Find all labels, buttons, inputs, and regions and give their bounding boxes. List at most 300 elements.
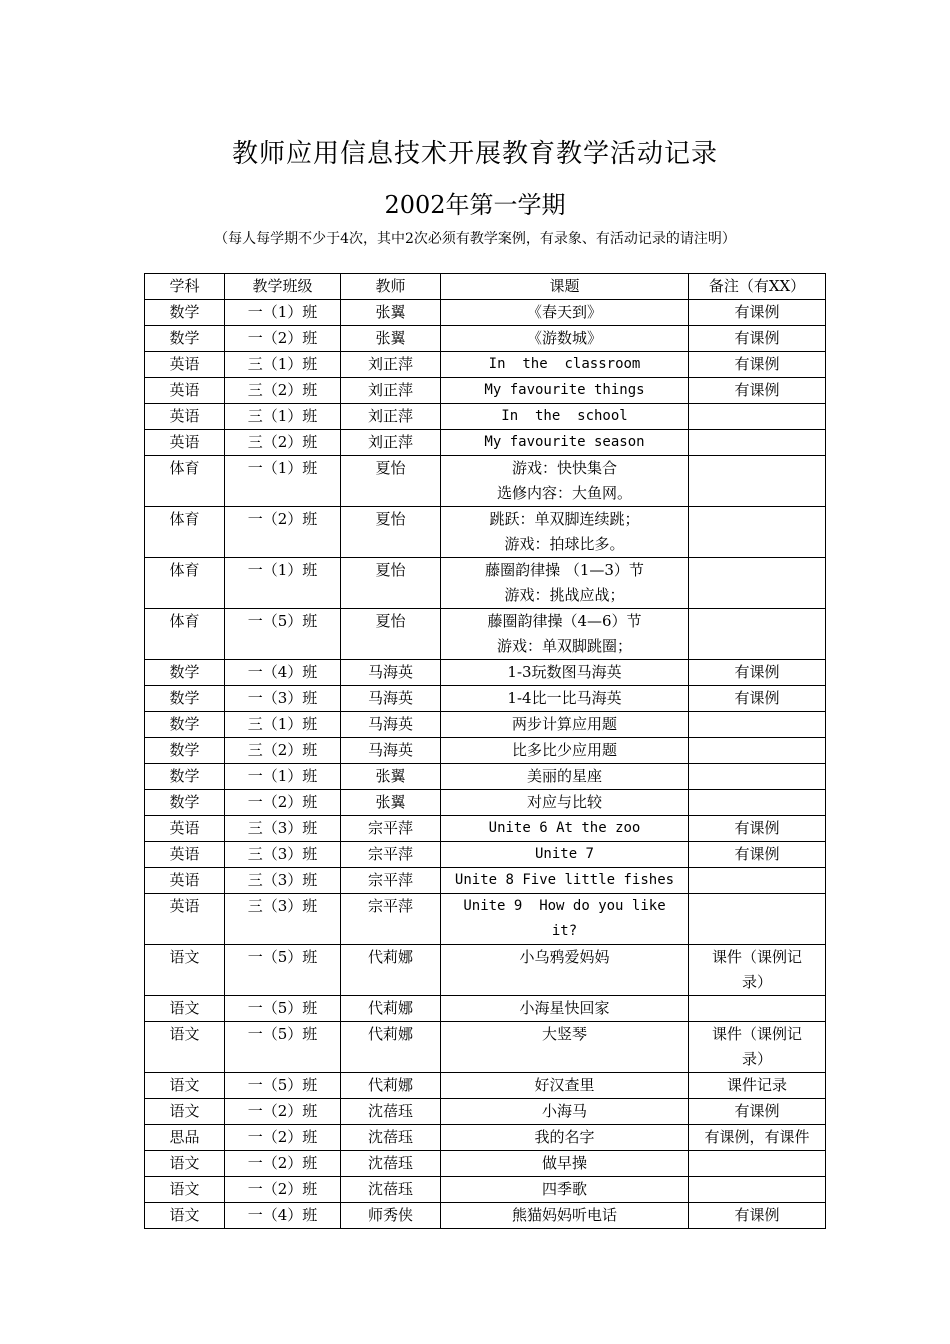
cell-class [225, 686, 341, 712]
cell-subject-text: 数学 [169, 767, 200, 785]
cell-class [225, 507, 341, 558]
cell-note-text: 课件记录 [726, 1076, 787, 1094]
cell-subject-text: 英语 [169, 381, 200, 399]
cell-note-text: 有课例 [734, 1102, 780, 1120]
cell-class [225, 1073, 341, 1099]
cell-teacher [341, 1099, 441, 1125]
cell-subject-text: 数学 [169, 715, 200, 733]
cell-topic [441, 1099, 689, 1125]
cell-subject [145, 945, 225, 996]
cell-teacher [341, 404, 441, 430]
cell-topic-text: 两步计算应用题 [511, 715, 617, 733]
cell-class-text: 三（2）班 [247, 433, 318, 451]
cell-subject-text: 数学 [169, 793, 200, 811]
cell-class [225, 1022, 341, 1073]
cell-topic-text: 小海星快回家 [519, 999, 610, 1017]
cell-class-text: 一（1）班 [247, 561, 318, 579]
cell-subject-text: 语文 [169, 1180, 200, 1198]
cell-subject [145, 558, 225, 609]
cell-subject-text: 英语 [169, 819, 200, 837]
cell-note [689, 894, 826, 945]
cell-note [689, 1125, 826, 1151]
cell-teacher [341, 790, 441, 816]
cell-teacher-text: 刘正萍 [367, 355, 413, 373]
cell-teacher-text: 师秀侠 [367, 1206, 413, 1224]
cell-teacher-text: 沈蓓珏 [367, 1180, 413, 1198]
cell-note [689, 764, 826, 790]
cell-class-text: 一（2）班 [247, 1180, 318, 1198]
cell-topic-text: 比多比少应用题 [511, 741, 617, 759]
cell-topic [441, 996, 689, 1022]
cell-class [225, 894, 341, 945]
cell-subject [145, 609, 225, 660]
cell-subject-text: 体育 [169, 510, 200, 528]
table-row [145, 686, 826, 712]
cell-class [225, 300, 341, 326]
cell-note-text: 有课例 [734, 329, 780, 347]
cell-subject [145, 868, 225, 894]
cell-topic-text: 选修内容：大鱼网。 [496, 484, 632, 502]
document-title: 教师应用信息技术开展教育教学活动记录 [231, 139, 718, 169]
cell-teacher [341, 1177, 441, 1203]
cell-note-text: 有课例 [734, 381, 780, 399]
cell-topic-text: 1-3玩数图马海英 [507, 663, 622, 681]
cell-note-text: 有课例，有课件 [704, 1128, 810, 1146]
cell-class [225, 790, 341, 816]
cell-topic-text: 好汉查里 [534, 1076, 595, 1094]
cell-teacher [341, 1203, 441, 1229]
cell-class [225, 430, 341, 456]
cell-note-text: 有课例 [734, 819, 780, 837]
cell-subject [145, 300, 225, 326]
cell-teacher-text: 沈蓓珏 [367, 1102, 413, 1120]
cell-note [689, 945, 826, 996]
table-row [145, 326, 826, 352]
cell-teacher-text: 宗平萍 [367, 819, 413, 837]
header-note: 备注（有XX） [689, 274, 826, 300]
cell-note [689, 1203, 826, 1229]
cell-topic-text: 藤圈韵律操（4—6）节 [487, 612, 642, 630]
cell-teacher-text: 宗平萍 [367, 845, 413, 863]
cell-subject [145, 1203, 225, 1229]
cell-topic-text: 大竖琴 [541, 1025, 587, 1043]
table-header-row [145, 274, 826, 300]
table-row [145, 1099, 826, 1125]
cell-teacher-text: 沈蓓珏 [367, 1128, 413, 1146]
cell-note-text: 有课例 [734, 689, 780, 707]
cell-topic [441, 1151, 689, 1177]
table-row [145, 609, 826, 660]
cell-class-text: 一（1）班 [247, 303, 318, 321]
table-row [145, 945, 826, 996]
table-row [145, 660, 826, 686]
cell-subject-text: 英语 [169, 355, 200, 373]
cell-note [689, 686, 826, 712]
cell-subject [145, 456, 225, 507]
cell-class [225, 868, 341, 894]
cell-topic-text: Unite 8 Five little fishes [454, 872, 675, 888]
cell-teacher-text: 刘正萍 [367, 381, 413, 399]
cell-subject-text: 数学 [169, 303, 200, 321]
cell-subject-text: 思品 [169, 1128, 200, 1146]
table-row [145, 300, 826, 326]
cell-topic-text: 1-4比一比马海英 [507, 689, 622, 707]
cell-teacher [341, 300, 441, 326]
cell-note [689, 790, 826, 816]
cell-topic-text: 做早操 [541, 1154, 587, 1172]
cell-topic-text: My favourite season [484, 434, 645, 450]
cell-note [689, 842, 826, 868]
cell-class [225, 764, 341, 790]
cell-topic-text: 美丽的星座 [526, 767, 602, 785]
cell-teacher [341, 352, 441, 378]
cell-subject [145, 404, 225, 430]
cell-note [689, 430, 826, 456]
table-row [145, 1022, 826, 1073]
cell-topic-text: Unite 9 How do you like [463, 898, 666, 914]
cell-class-text: 三（1）班 [247, 407, 318, 425]
cell-subject [145, 1022, 225, 1073]
cell-class [225, 712, 341, 738]
cell-class-text: 一（5）班 [247, 1076, 318, 1094]
cell-teacher [341, 1125, 441, 1151]
table-row [145, 1203, 826, 1229]
cell-topic [441, 816, 689, 842]
cell-topic [441, 326, 689, 352]
cell-topic [441, 1125, 689, 1151]
cell-topic-text: 跳跃：单双脚连续跳； [489, 510, 640, 528]
cell-topic [441, 764, 689, 790]
cell-note-text: 有课例 [734, 1206, 780, 1224]
cell-teacher-text: 张翼 [375, 767, 406, 785]
cell-subject [145, 1151, 225, 1177]
cell-teacher-text: 夏怡 [375, 459, 406, 477]
cell-class-text: 三（2）班 [247, 381, 318, 399]
cell-topic [441, 738, 689, 764]
cell-class-text: 一（3）班 [247, 689, 318, 707]
cell-subject [145, 790, 225, 816]
cell-class [225, 842, 341, 868]
cell-subject [145, 430, 225, 456]
cell-topic [441, 1073, 689, 1099]
table-row [145, 1125, 826, 1151]
cell-subject-text: 数学 [169, 329, 200, 347]
cell-note-text: 课件（课例记 [711, 1025, 802, 1043]
cell-teacher-text: 代莉娜 [367, 1025, 413, 1043]
cell-teacher-text: 张翼 [375, 303, 406, 321]
cell-class [225, 816, 341, 842]
cell-topic-text: it? [551, 923, 578, 939]
cell-class [225, 738, 341, 764]
cell-subject [145, 660, 225, 686]
cell-subject-text: 英语 [169, 871, 200, 889]
cell-topic-text: 我的名字 [534, 1128, 595, 1146]
table-row [145, 507, 826, 558]
cell-class [225, 1177, 341, 1203]
cell-class-text: 三（2）班 [247, 741, 318, 759]
cell-class [225, 456, 341, 507]
cell-teacher [341, 507, 441, 558]
table-row [145, 712, 826, 738]
cell-subject-text: 语文 [169, 1154, 200, 1172]
cell-subject [145, 352, 225, 378]
cell-topic [441, 686, 689, 712]
cell-subject [145, 507, 225, 558]
cell-teacher [341, 894, 441, 945]
cell-subject [145, 738, 225, 764]
cell-topic-text: 藤圈韵律操 （1—3）节 [485, 561, 644, 579]
cell-teacher-text: 沈蓓珏 [367, 1154, 413, 1172]
cell-teacher [341, 712, 441, 738]
cell-class-text: 一（4）班 [247, 1206, 318, 1224]
cell-topic [441, 842, 689, 868]
cell-subject-text: 英语 [169, 845, 200, 863]
cell-teacher-text: 宗平萍 [367, 871, 413, 889]
cell-topic [441, 404, 689, 430]
cell-note [689, 558, 826, 609]
document-note: （每人每学期不少于4次，其中2次必须有教学案例，有录象、有活动记录的请注明） [214, 231, 736, 247]
activity-record-table [144, 273, 826, 1229]
cell-note [689, 352, 826, 378]
cell-topic [441, 1177, 689, 1203]
header-subject: 学科 [145, 274, 225, 300]
cell-subject [145, 894, 225, 945]
cell-subject-text: 语文 [169, 999, 200, 1017]
cell-topic [441, 712, 689, 738]
cell-teacher [341, 764, 441, 790]
cell-note [689, 404, 826, 430]
cell-note-text: 有课例 [734, 303, 780, 321]
cell-topic-text: 小海马 [541, 1102, 587, 1120]
cell-subject-text: 语文 [169, 1025, 200, 1043]
cell-subject-text: 数学 [169, 741, 200, 759]
cell-class [225, 945, 341, 996]
cell-class [225, 996, 341, 1022]
cell-teacher [341, 996, 441, 1022]
cell-note-text: 录） [741, 1050, 772, 1068]
header-teacher: 教师 [341, 274, 441, 300]
cell-topic [441, 894, 689, 945]
cell-teacher [341, 945, 441, 996]
cell-class-text: 三（1）班 [247, 715, 318, 733]
cell-note [689, 738, 826, 764]
table-row [145, 790, 826, 816]
cell-class-text: 一（2）班 [247, 1154, 318, 1172]
cell-note [689, 507, 826, 558]
cell-topic [441, 352, 689, 378]
cell-subject [145, 1125, 225, 1151]
table-row [145, 764, 826, 790]
cell-class [225, 1125, 341, 1151]
cell-teacher-text: 夏怡 [375, 561, 406, 579]
cell-subject [145, 1073, 225, 1099]
cell-teacher-text: 代莉娜 [367, 1076, 413, 1094]
cell-class-text: 一（5）班 [247, 948, 318, 966]
cell-teacher-text: 夏怡 [375, 612, 406, 630]
cell-subject [145, 1177, 225, 1203]
table-row [145, 456, 826, 507]
cell-topic-text: 游戏：挑战应战； [504, 586, 625, 604]
cell-teacher [341, 660, 441, 686]
table-row [145, 378, 826, 404]
cell-class-text: 一（1）班 [247, 767, 318, 785]
cell-class-text: 三（1）班 [247, 355, 318, 373]
cell-class-text: 一（1）班 [247, 459, 318, 477]
cell-teacher-text: 刘正萍 [367, 407, 413, 425]
cell-teacher [341, 816, 441, 842]
cell-topic [441, 609, 689, 660]
cell-class [225, 609, 341, 660]
cell-class-text: 一（2）班 [247, 793, 318, 811]
cell-note [689, 1151, 826, 1177]
cell-note [689, 1073, 826, 1099]
cell-teacher-text: 代莉娜 [367, 948, 413, 966]
cell-subject-text: 语文 [169, 1102, 200, 1120]
cell-topic [441, 1022, 689, 1073]
cell-topic-text: My favourite things [484, 382, 645, 398]
table-row [145, 868, 826, 894]
cell-teacher-text: 马海英 [367, 741, 413, 759]
cell-subject [145, 816, 225, 842]
cell-topic [441, 1203, 689, 1229]
cell-teacher [341, 558, 441, 609]
cell-subject-text: 英语 [169, 433, 200, 451]
cell-teacher [341, 1151, 441, 1177]
table-row [145, 996, 826, 1022]
cell-subject [145, 378, 225, 404]
cell-note [689, 660, 826, 686]
cell-topic [441, 378, 689, 404]
table-row [145, 1073, 826, 1099]
cell-note [689, 1177, 826, 1203]
cell-class-text: 一（4）班 [247, 663, 318, 681]
cell-class-text: 三（3）班 [247, 871, 318, 889]
cell-class-text: 一（2）班 [247, 329, 318, 347]
table-row [145, 352, 826, 378]
cell-teacher [341, 609, 441, 660]
cell-topic [441, 507, 689, 558]
cell-subject [145, 712, 225, 738]
cell-subject-text: 英语 [169, 897, 200, 915]
cell-note [689, 1099, 826, 1125]
cell-topic [441, 300, 689, 326]
table-row [145, 404, 826, 430]
cell-teacher [341, 1073, 441, 1099]
cell-teacher-text: 夏怡 [375, 510, 406, 528]
cell-teacher-text: 张翼 [375, 793, 406, 811]
table-row [145, 738, 826, 764]
cell-class [225, 1203, 341, 1229]
cell-subject-text: 语文 [169, 1076, 200, 1094]
cell-subject [145, 1099, 225, 1125]
cell-topic-text: 《游数城》 [526, 329, 602, 347]
cell-topic [441, 558, 689, 609]
cell-topic-text: Unite 7 [534, 846, 594, 862]
cell-teacher-text: 代莉娜 [367, 999, 413, 1017]
cell-note-text: 有课例 [734, 663, 780, 681]
cell-subject [145, 996, 225, 1022]
cell-topic-text: In the classroom [488, 356, 641, 372]
cell-subject-text: 体育 [169, 612, 200, 630]
cell-topic-text: 游戏：单双脚跳圈； [496, 637, 632, 655]
cell-teacher [341, 686, 441, 712]
cell-topic-text: 游戏：快快集合 [511, 459, 617, 477]
cell-class-text: 一（5）班 [247, 999, 318, 1017]
cell-topic-text: 游戏：拍球比多。 [504, 535, 625, 553]
cell-class [225, 1099, 341, 1125]
cell-class [225, 1151, 341, 1177]
cell-teacher [341, 456, 441, 507]
cell-note [689, 816, 826, 842]
cell-topic-text: 对应与比较 [526, 793, 602, 811]
cell-class-text: 三（3）班 [247, 819, 318, 837]
cell-topic [441, 868, 689, 894]
header-class: 教学班级 [225, 274, 341, 300]
cell-teacher-text: 宗平萍 [367, 897, 413, 915]
cell-note [689, 456, 826, 507]
table-row [145, 430, 826, 456]
cell-note [689, 300, 826, 326]
cell-subject-text: 英语 [169, 407, 200, 425]
table-row [145, 558, 826, 609]
cell-teacher [341, 1022, 441, 1073]
cell-class [225, 326, 341, 352]
cell-subject [145, 764, 225, 790]
cell-topic-text: 《春天到》 [526, 303, 602, 321]
cell-note [689, 1022, 826, 1073]
cell-note-text: 录） [741, 973, 772, 991]
document-subtitle: 2002年第一学期 [384, 191, 566, 219]
cell-subject-text: 数学 [169, 663, 200, 681]
cell-topic-text: 小乌鸦爱妈妈 [519, 948, 610, 966]
cell-subject-text: 数学 [169, 689, 200, 707]
cell-teacher [341, 430, 441, 456]
cell-class-text: 一（5）班 [247, 1025, 318, 1043]
cell-class-text: 一（5）班 [247, 612, 318, 630]
cell-class-text: 一（2）班 [247, 1102, 318, 1120]
cell-class [225, 352, 341, 378]
cell-teacher [341, 868, 441, 894]
cell-teacher [341, 378, 441, 404]
table-row [145, 816, 826, 842]
cell-topic-text: Unite 6 At the zoo [488, 820, 641, 836]
cell-subject-text: 体育 [169, 459, 200, 477]
cell-teacher-text: 马海英 [367, 689, 413, 707]
cell-class-text: 三（3）班 [247, 845, 318, 863]
cell-subject [145, 842, 225, 868]
cell-note [689, 868, 826, 894]
cell-note [689, 712, 826, 738]
cell-class-text: 一（2）班 [247, 1128, 318, 1146]
cell-subject-text: 语文 [169, 1206, 200, 1224]
cell-note [689, 326, 826, 352]
cell-teacher-text: 马海英 [367, 663, 413, 681]
cell-teacher-text: 张翼 [375, 329, 406, 347]
cell-class [225, 558, 341, 609]
cell-subject [145, 686, 225, 712]
cell-note-text: 课件（课例记 [711, 948, 802, 966]
cell-note-text: 有课例 [734, 355, 780, 373]
cell-topic [441, 456, 689, 507]
cell-topic-text: 四季歌 [541, 1180, 587, 1198]
cell-topic-text: In the school [501, 408, 628, 424]
cell-note [689, 609, 826, 660]
cell-subject [145, 326, 225, 352]
cell-topic [441, 945, 689, 996]
cell-class-text: 一（2）班 [247, 510, 318, 528]
cell-teacher-text: 刘正萍 [367, 433, 413, 451]
cell-topic-text: 熊猫妈妈听电话 [511, 1206, 617, 1224]
